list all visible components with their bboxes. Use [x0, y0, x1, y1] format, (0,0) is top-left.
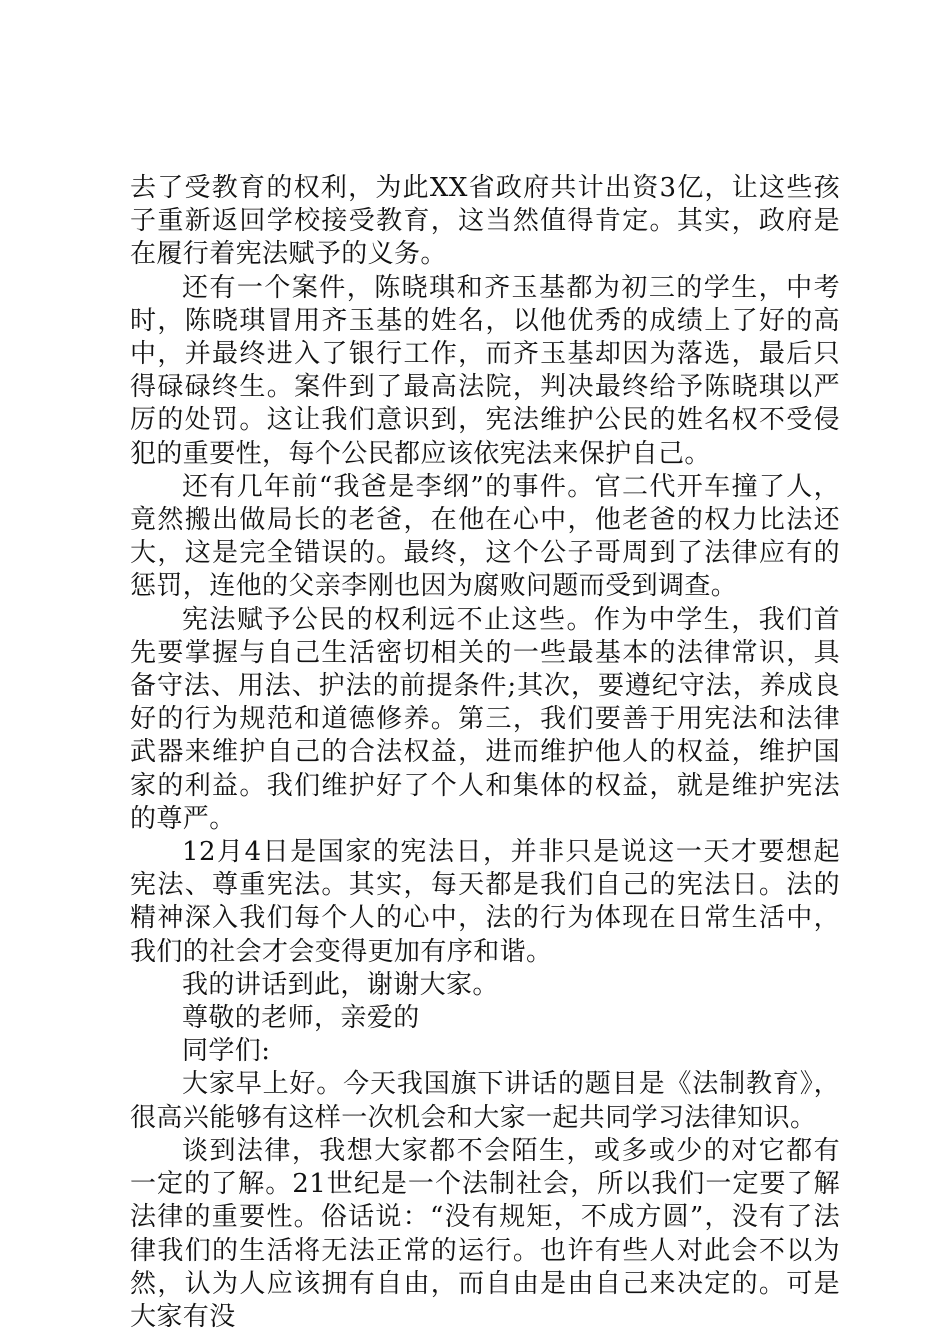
paragraph-1: 去了受教育的权利，为此XX省政府共计出资3亿，让这些孩子重新返回学校接受教育，这当然值得肯定。其实，政府是在履行着宪法赋予的义务。: [130, 173, 840, 270]
paragraph-9: 大家早上好。今天我国旗下讲话的题目是《法制教育》，很高兴能够有这样一次机会和大家一起共同学习法律知识。: [130, 1069, 840, 1133]
paragraph-5: 12月4日是国家的宪法日，并非只是说这一天才要想起宪法、尊重宪法。其实，每天都是我们自己的宪法日。法的精神深入我们每个人的心中，法的行为体现在日常生活中，我们的社会才会变得更加有序和谐。: [130, 837, 840, 967]
document-body: [130, 172, 840, 1334]
paragraph-6: 我的讲话到此，谢谢大家。: [182, 969, 499, 1000]
paragraph-4: 宪法赋予公民的权利远不止这些。作为中学生，我们首先要掌握与自己生活密切相关的一些最基本的法律常识，具备守法、用法、护法的前提条件;其次，要遵纪守法，养成良好的行为规范和道德修养。第三，我们要善于用宪法和法律武器来维护自己的合法权益，进而维护他人的权益，维护国家的利益。我们维护好了个人和集体的权益，就是维护宪法的尊严。: [130, 604, 840, 834]
paragraph-8: 同学们:: [182, 1036, 271, 1067]
paragraph-3: 还有几年前“我爸是李纲”的事件。官二代开车撞了人，竟然搬出做局长的老爸，在他在心中，他老爸的权力比法还大，这是完全错误的。最终，这个公子哥周到了法律应有的惩罚，连他的父亲李刚也因为腐败问题而受到调查。: [130, 471, 840, 602]
paragraph-2: 还有一个案件，陈晓琪和齐玉基都为初三的学生，中考时，陈晓琪冒用齐玉基的姓名，以他优秀的成绩上了好的高中，并最终进入了银行工作，而齐玉基却因为落选，最后只得碌碌终生。案件到了最高法院，判决最终给予陈晓琪以严厉的处罚。这让我们意识到，宪法维护公民的姓名权不受侵犯的重要性，每个公民都应该依宪法来保护自己。: [130, 272, 840, 469]
paragraph-7: 尊敬的老师，亲爱的: [182, 1003, 420, 1034]
paragraph-10: 谈到法律，我想大家都不会陌生，或多或少的对它都有一定的了解。21世纪是一个法制社会，所以我们一定要了解法律的重要性。俗话说：“没有规矩，不成方圆”，没有了法律我们的生活将无法正常的运行。也许有些人对此会不以为然，认为人应该拥有自由，而自由是由自己来决定的。可是大家有没: [130, 1135, 840, 1332]
